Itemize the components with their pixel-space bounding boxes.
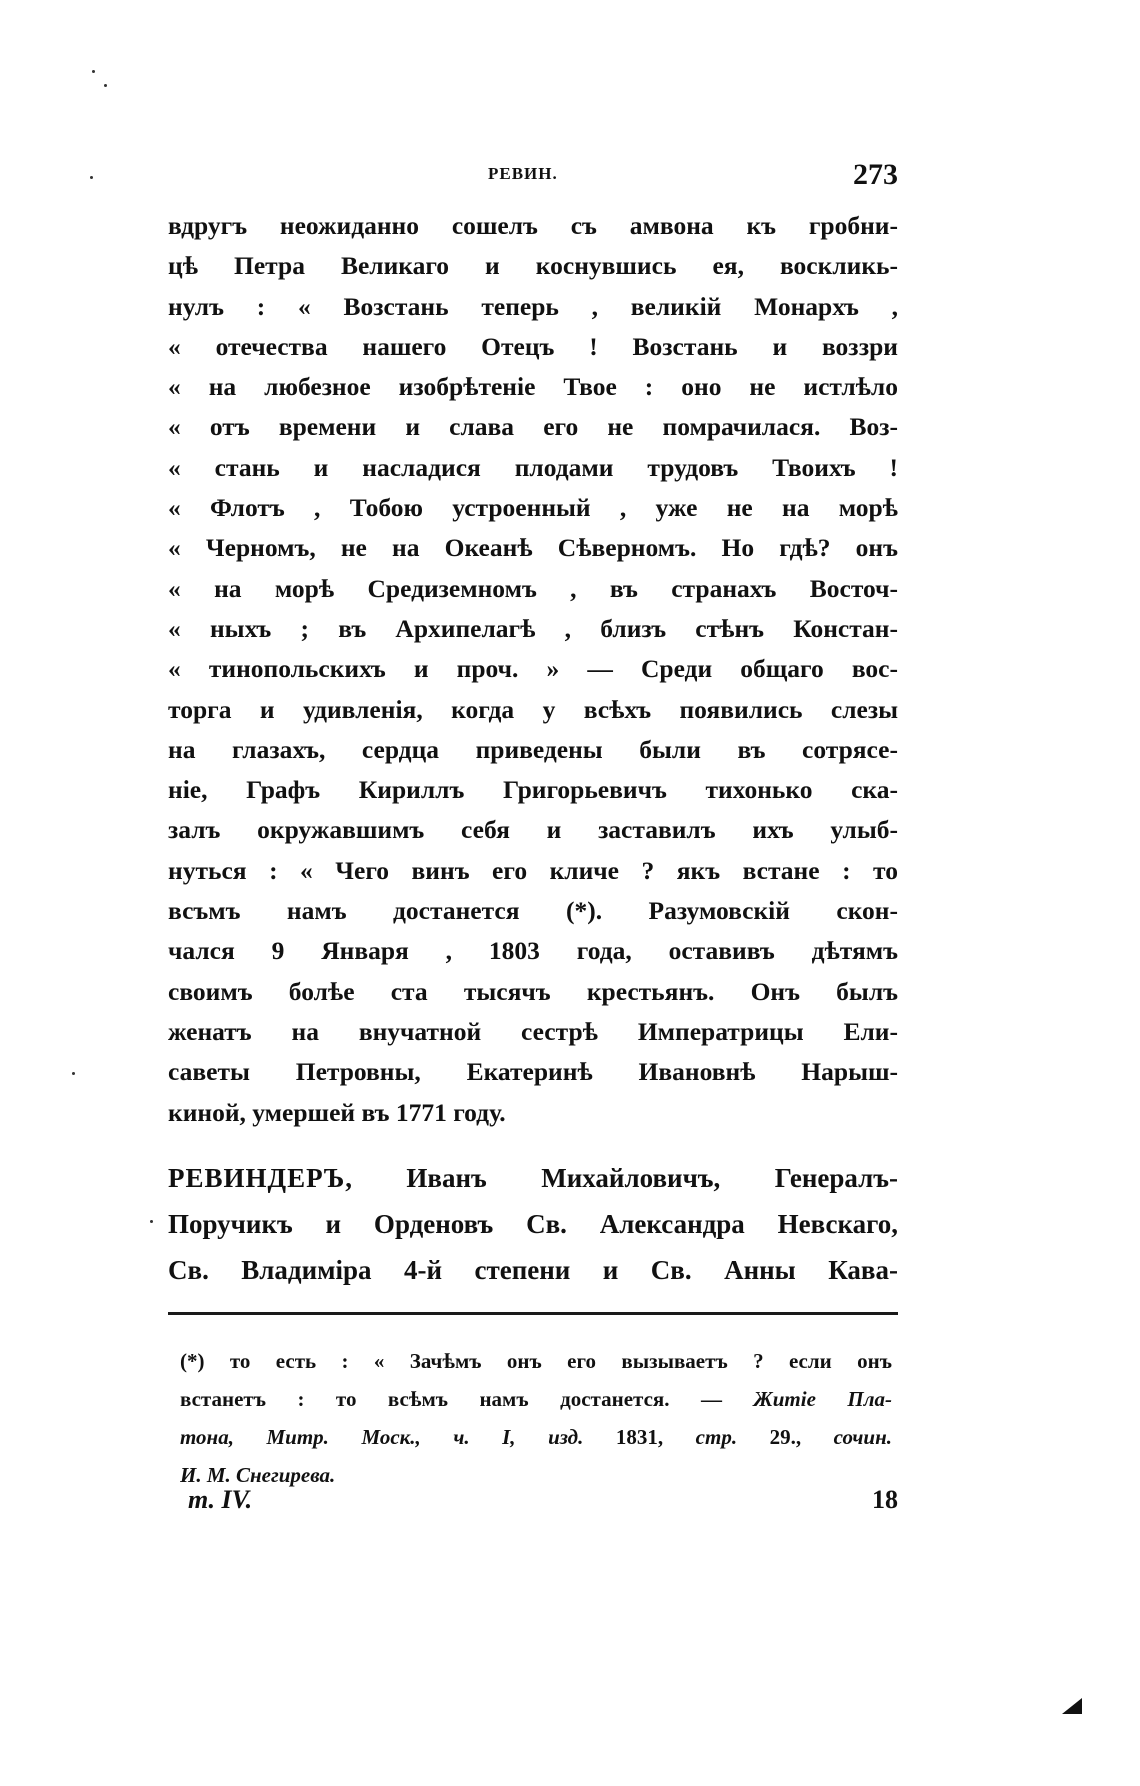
footnote-citation: тона, Митр. Моск., ч. I, изд.: [180, 1425, 584, 1449]
footnote-line: (*) то есть : « Зачѣмъ онъ его вызываетъ ? если онъ: [180, 1349, 892, 1373]
text-line: « на морѣ Средиземномъ , въ странахъ Восточ-: [168, 573, 898, 603]
text-line: нуться : « Чего винъ его кличе ? якъ встане : то: [168, 855, 898, 885]
entry-line-text: , Иванъ Михайловичъ, Генералъ-: [345, 1163, 898, 1193]
scan-speck: [72, 1072, 75, 1075]
footnote-text: 1831,: [583, 1425, 696, 1449]
text-line: « отъ времени и слава его не помрачилася. Воз-: [168, 412, 898, 442]
corner-mark-icon: [1062, 1698, 1082, 1714]
footnote-line: [180, 1380, 892, 1418]
scan-speck: [104, 84, 107, 87]
footnote-rule: [168, 1312, 898, 1315]
footnote-line: И. М. Снегирева.: [180, 1463, 336, 1487]
footnote-citation: сочин.: [833, 1425, 892, 1449]
text-line: « на любезное изобрѣтеніе Твое : оно не истлѣло: [168, 372, 898, 402]
text-line: « отечества нашего Отецъ ! Возстань и воззри: [168, 331, 898, 361]
entry-headword: РЕВИНДЕРЪ: [168, 1163, 346, 1193]
text-line: « ныхъ ; въ Архипелагѣ , близъ стѣнъ Констан-: [168, 613, 898, 643]
volume-mark: т. IV.: [188, 1485, 253, 1514]
text-line: залъ окружавшимъ себя и заставилъ ихъ улыб-: [168, 815, 898, 845]
scan-speck: [150, 1220, 153, 1223]
footnote-citation: стр.: [695, 1425, 738, 1449]
footnote: [180, 1342, 892, 1494]
text-line: цѣ Петра Великаго и коснувшись ея, воскликь-: [168, 251, 898, 281]
text-line: женатъ на внучатной сестрѣ Императрицы Ели-: [168, 1016, 898, 1046]
text-line: нулъ : « Возстань теперь , великій Монархъ ,: [168, 291, 898, 321]
footnote-text: 29.,: [737, 1425, 834, 1449]
text-line: « тинопольскихъ и проч. » — Среди общаго вос-: [168, 654, 898, 684]
scan-speck: [92, 70, 95, 73]
sheet-number: 18: [872, 1485, 898, 1514]
entry-line: [168, 1155, 898, 1201]
entry-line: Поручикъ и Орденовъ Св. Александра Невскаго,: [168, 1209, 898, 1239]
page-number: 273: [853, 158, 898, 191]
printer-signature: [188, 1485, 898, 1525]
running-title: РЕВИН.: [488, 164, 558, 183]
text-line: своимъ болѣе ста тысячъ крестьянъ. Онъ былъ: [168, 976, 898, 1006]
footnote-line: [180, 1418, 892, 1456]
text-line: « стань и насладися плодами трудовъ Твоихъ !: [168, 452, 898, 482]
entry-line: Св. Владиміра 4-й степени и Св. Анны Кава-: [168, 1255, 898, 1285]
dictionary-entry: [168, 1155, 898, 1293]
footnote-citation: Житіе Пла-: [753, 1387, 892, 1411]
text-line: саветы Петровны, Екатеринѣ Ивановнѣ Нарыш-: [168, 1057, 898, 1087]
text-line: чался 9 Января , 1803 года, оставивъ дѣтямъ: [168, 936, 898, 966]
body-text: [168, 206, 898, 1133]
text-line: торга и удивленія, когда у всѣхъ появились слезы: [168, 694, 898, 724]
text-line: киной, умершей въ 1771 году.: [168, 1097, 506, 1127]
running-head: [168, 158, 898, 198]
text-line: « Черномъ, не на Океанѣ Сѣверномъ. Но гдѣ? онъ: [168, 533, 898, 563]
text-line: на глазахъ, сердца приведены были въ сотрясе-: [168, 734, 898, 764]
text-line: всъмъ намъ достанется (*). Разумовскій скон-: [168, 896, 898, 926]
text-line: ніе, Графъ Кириллъ Григорьевичъ тихонько ска-: [168, 775, 898, 805]
text-line: « Флотъ , Тобою устроенный , уже не на морѣ: [168, 493, 898, 523]
text-line: вдругъ неожиданно сошелъ съ амвона къ гробни-: [168, 211, 898, 240]
scan-speck: [90, 176, 93, 179]
footnote-text: встанетъ : то всѣмъ намъ достанется. —: [180, 1387, 754, 1411]
